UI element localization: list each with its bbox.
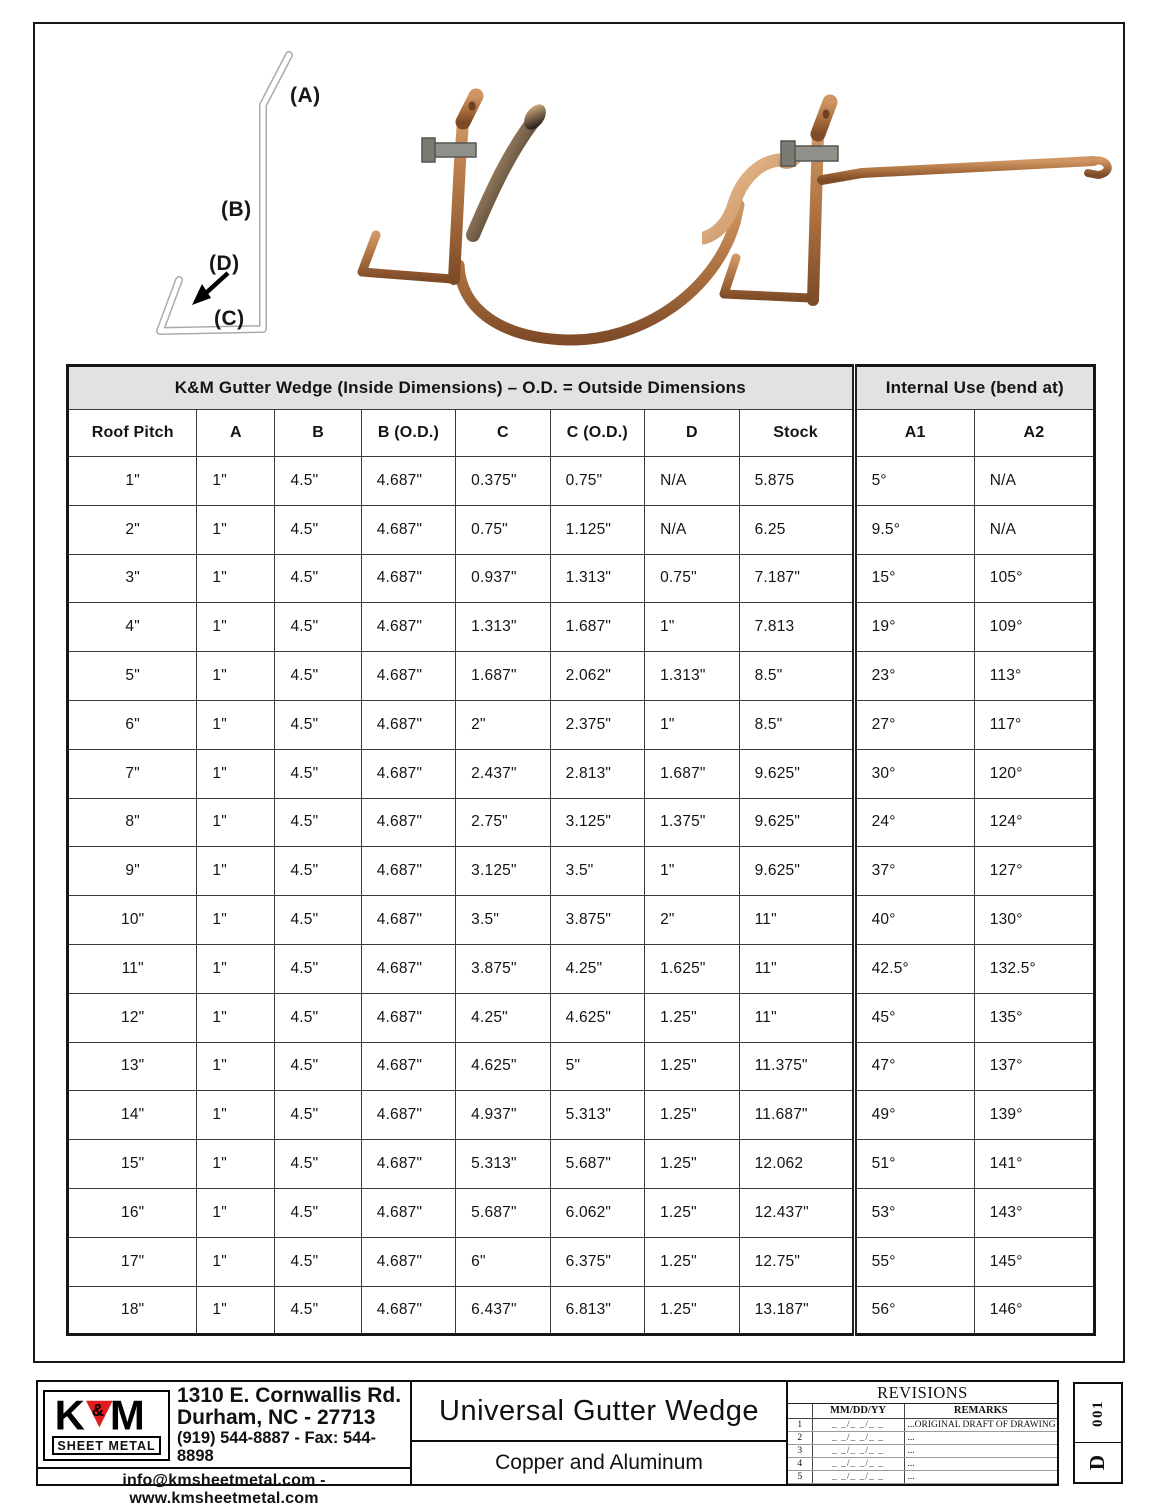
table-cell: 1.25" [645,1188,739,1237]
table-cell: 5.313" [550,1091,644,1140]
table-cell: 9.625" [739,798,854,847]
revisions-body [788,1418,1057,1484]
table-row [68,896,1095,945]
table-cell: 4.5" [275,652,361,701]
table-cell: 4.5" [275,798,361,847]
company-address [177,1385,406,1465]
drawing-title: Universal Gutter Wedge [412,1382,786,1442]
table-cell: 4.687" [361,457,455,506]
table-cell: 0.75" [645,554,739,603]
table-cell: 2" [68,505,197,554]
table-cell: 27° [854,700,974,749]
table-cell: 1.625" [645,944,739,993]
table-row [68,457,1095,506]
table-cell: 2.437" [456,749,550,798]
title-block-company-section [38,1382,412,1508]
table-cell: 4.687" [361,847,455,896]
table-cell: 12.75" [739,1237,854,1286]
table-cell: 0.75" [550,457,644,506]
table-cell: 1" [197,847,275,896]
table-cell: 1" [197,652,275,701]
revision-row [788,1431,1057,1444]
table-cell: 4.687" [361,896,455,945]
table-cell: 11" [739,993,854,1042]
table-cell: 1.25" [645,1286,739,1335]
table-cell: 4.5" [275,1091,361,1140]
table-cell: 4.5" [275,896,361,945]
column-header: A2 [974,410,1094,457]
table-cell: 51° [854,1140,974,1189]
table-cell: 130° [974,896,1094,945]
table-cell: 4.25" [456,993,550,1042]
table-cell: 1" [645,603,739,652]
table-cell: 3.5" [550,847,644,896]
revisions-num-header [788,1404,812,1418]
table-cell: 0.375" [456,457,550,506]
table-cell: 11.687" [739,1091,854,1140]
table-cell: 127° [974,847,1094,896]
table-cell: 4.937" [456,1091,550,1140]
table-cell: 17" [68,1237,197,1286]
revisions-title: REVISIONS [788,1382,1057,1404]
table-cell: 113° [974,652,1094,701]
table-cell: 4.687" [361,1091,455,1140]
table-cell: 2.75" [456,798,550,847]
table-cell: 11" [68,944,197,993]
table-cell: 2.062" [550,652,644,701]
table-cell: 4.687" [361,1188,455,1237]
table-cell: 4.687" [361,1237,455,1286]
column-header: D [645,410,739,457]
table-cell: N/A [974,457,1094,506]
table-cell: 13" [68,1042,197,1091]
logo-sheet-metal-label: SHEET METAL [52,1436,160,1456]
table-cell: 5.687" [456,1188,550,1237]
logo-ampersand: & [91,1399,104,1420]
table-cell: 5.313" [456,1140,550,1189]
column-header: B [275,410,361,457]
table-row [68,1286,1095,1335]
column-header: Stock [739,410,854,457]
revision-row [788,1444,1057,1457]
table-cell: N/A [974,505,1094,554]
wedge-foot [362,235,452,279]
table-cell: 4.5" [275,1042,361,1091]
table-cell: 11" [739,944,854,993]
title-block [36,1380,1059,1508]
table-cell: 18" [68,1286,197,1335]
table-cell: 6" [456,1237,550,1286]
table-cell: 4.687" [361,1140,455,1189]
rev-num: 5 [788,1470,812,1483]
phone-fax-line: (919) 544-8887 - Fax: 544-8898 [177,1428,377,1465]
table-cell: 3.875" [456,944,550,993]
table-cell: 124° [974,798,1094,847]
table-cell: 9" [68,847,197,896]
address-line-1: 1310 E. Cornwallis Rd. [177,1384,402,1407]
table-cell: 7.813 [739,603,854,652]
table-cell: 37° [854,847,974,896]
table-cell: 53° [854,1188,974,1237]
table-cell: 1" [197,505,275,554]
column-header: C [456,410,550,457]
table-cell: 4.687" [361,944,455,993]
table-cell: 1" [197,1140,275,1189]
drawing-frame [33,22,1125,1363]
table-cell: 4.5" [275,847,361,896]
table-cell: 4.687" [361,993,455,1042]
spade-strap [704,160,786,238]
table-cell: 3.875" [550,896,644,945]
table-cell: 4.5" [275,1286,361,1335]
table-cell: 120° [974,749,1094,798]
table-cell: 4.687" [361,798,455,847]
table-cell: 1" [197,1091,275,1140]
table-cell: N/A [645,505,739,554]
rev-remarks: ... [904,1470,1057,1483]
rev-remarks: ... [904,1444,1057,1457]
table-cell: 6.813" [550,1286,644,1335]
main-dimensions-header: K&M Gutter Wedge (Inside Dimensions) – O.D. = Outside Dimensions [68,366,855,410]
table-cell: 9.625" [739,749,854,798]
table-cell: 5" [550,1042,644,1091]
table-cell: 1" [197,1042,275,1091]
table-cell: 5" [68,652,197,701]
table-row [68,700,1095,749]
table-cell: 2.375" [550,700,644,749]
column-header: B (O.D.) [361,410,455,457]
column-header: A [197,410,275,457]
table-cell: 6" [68,700,197,749]
table-cell: 4.5" [275,554,361,603]
table-group-header-row [68,366,1095,410]
table-row [68,1237,1095,1286]
table-cell: 0.937" [456,554,550,603]
table-cell: 4.5" [275,603,361,652]
table-cell: 4.5" [275,993,361,1042]
table-cell: 4.5" [275,505,361,554]
table-cell: 6.375" [550,1237,644,1286]
table-cell: 13.187" [739,1286,854,1335]
rev-remarks: ... [904,1457,1057,1470]
title-block-title-section [412,1382,788,1484]
table-cell: 4.687" [361,554,455,603]
table-cell: 4.5" [275,1140,361,1189]
table-cell: 1" [197,993,275,1042]
rev-date: _ _/_ _/_ _ [812,1444,904,1457]
table-cell: 1" [197,554,275,603]
table-cell: 1" [197,798,275,847]
wedge-foot [724,258,810,298]
table-cell: 1.125" [550,505,644,554]
table-cell: 1" [197,749,275,798]
spade-strap [473,123,532,235]
revision-row [788,1418,1057,1431]
table-cell: 1" [197,944,275,993]
table-cell: 1" [197,457,275,506]
table-cell: 45° [854,993,974,1042]
table-cell: N/A [645,457,739,506]
table-cell: 132.5° [974,944,1094,993]
sheet-id-box [1073,1382,1123,1484]
table-row [68,1140,1095,1189]
table-cell: 4.625" [456,1042,550,1091]
table-row [68,798,1095,847]
address-line-2: Durham, NC - 27713 [177,1406,376,1430]
table-cell: 4.687" [361,1042,455,1091]
table-cell: 3.125" [550,798,644,847]
table-cell: 15° [854,554,974,603]
rev-num: 1 [788,1418,812,1431]
svg-text:K: K [54,1394,85,1435]
table-cell: 1.313" [550,554,644,603]
revisions-table [788,1404,1057,1484]
sheet-size-cell [1075,1443,1121,1482]
table-cell: 49° [854,1091,974,1140]
table-cell: 1" [197,1237,275,1286]
table-cell: 4.5" [275,749,361,798]
table-row [68,603,1095,652]
rev-num: 4 [788,1457,812,1470]
rev-date: _ _/_ _/_ _ [812,1431,904,1444]
table-cell: 4.687" [361,603,455,652]
table-cell: 4.687" [361,505,455,554]
table-cell: 9.625" [739,847,854,896]
table-row [68,505,1095,554]
table-cell: 105° [974,554,1094,603]
revisions-date-header: MM/DD/YY [812,1404,904,1418]
revisions-section [788,1382,1057,1484]
table-cell: 4.5" [275,1237,361,1286]
table-cell: 143° [974,1188,1094,1237]
table-cell: 1.25" [645,1091,739,1140]
table-cell: 1" [645,847,739,896]
table-cell: 12.062 [739,1140,854,1189]
table-row [68,749,1095,798]
table-cell: 6.062" [550,1188,644,1237]
table-cell: 0.75" [456,505,550,554]
profile-label-b: (B) [221,198,252,221]
table-cell: 117° [974,700,1094,749]
table-cell: 4.5" [275,457,361,506]
rev-num: 3 [788,1444,812,1457]
dim-table-body [68,457,1095,1335]
table-cell: 7" [68,749,197,798]
table-cell: 11.375" [739,1042,854,1091]
rev-date: _ _/_ _/_ _ [812,1470,904,1483]
table-cell: 4" [68,603,197,652]
table-cell: 4.687" [361,1286,455,1335]
table-cell: 12.437" [739,1188,854,1237]
table-cell: 24° [854,798,974,847]
table-cell: 55° [854,1237,974,1286]
table-row [68,847,1095,896]
table-cell: 1.375" [645,798,739,847]
table-cell: 4.25" [550,944,644,993]
table-cell: 8.5" [739,700,854,749]
revisions-header-row [788,1404,1057,1418]
column-header: Roof Pitch [68,410,197,457]
table-cell: 146° [974,1286,1094,1335]
table-cell: 7.187" [739,554,854,603]
table-cell: 23° [854,652,974,701]
table-cell: 2" [645,896,739,945]
column-header: C (O.D.) [550,410,644,457]
revision-row [788,1470,1057,1483]
table-cell: 1.687" [456,652,550,701]
bar-hook [1088,160,1108,175]
mount-hole [468,101,475,111]
km-sheet-metal-logo [43,1390,170,1461]
dim-table-colheads [68,410,1095,457]
rev-date: _ _/_ _/_ _ [812,1418,904,1431]
table-cell: 4.687" [361,749,455,798]
table-cell: 145° [974,1237,1094,1286]
revisions-remarks-header: REMARKS [904,1404,1057,1418]
internal-use-header: Internal Use (bend at) [854,366,1094,410]
table-cell: 8.5" [739,652,854,701]
table-cell: 3" [68,554,197,603]
table-cell: 5.875 [739,457,854,506]
table-cell: 56° [854,1286,974,1335]
km-logo-mark [52,1395,162,1435]
table-cell: 8" [68,798,197,847]
table-cell: 1.25" [645,1042,739,1091]
bend-d-arrow [192,273,228,305]
rev-remarks: ...ORIGINAL DRAFT OF DRAWING [904,1418,1057,1431]
table-row [68,993,1095,1042]
mount-hole [823,109,830,118]
table-cell: 1" [68,457,197,506]
table-cell: 40° [854,896,974,945]
sheet-number-cell [1075,1384,1121,1443]
dimensions-table [66,364,1096,1336]
table-cell: 19° [854,603,974,652]
table-cell: 15" [68,1140,197,1189]
table-row [68,1091,1095,1140]
product-photo-fascia-bracket [702,62,1127,352]
svg-text:M: M [109,1394,145,1435]
table-cell: 1.313" [645,652,739,701]
table-row [68,944,1095,993]
table-cell: 12" [68,993,197,1042]
table-cell: 1.313" [456,603,550,652]
drawing-subtitle: Copper and Aluminum [495,1451,703,1475]
table-cell: 4.687" [361,652,455,701]
table-cell: 2" [456,700,550,749]
table-row [68,554,1095,603]
table-cell: 1.25" [645,1140,739,1189]
table-cell: 1" [197,603,275,652]
table-cell: 42.5° [854,944,974,993]
table-cell: 135° [974,993,1094,1042]
rev-num: 2 [788,1431,812,1444]
table-cell: 10" [68,896,197,945]
table-cell: 1" [197,1188,275,1237]
table-cell: 1.687" [645,749,739,798]
table-cell: 139° [974,1091,1094,1140]
profile-label-a: (A) [290,84,321,107]
column-header: A1 [854,410,974,457]
table-cell: 1" [645,700,739,749]
table-cell: 1.25" [645,993,739,1042]
table-cell: 1" [197,700,275,749]
table-cell: 16" [68,1188,197,1237]
rev-remarks: ... [904,1431,1057,1444]
table-cell: 4.5" [275,944,361,993]
table-cell: 5° [854,457,974,506]
table-cell: 137° [974,1042,1094,1091]
profile-label-d: (D) [209,252,240,275]
table-cell: 1" [197,896,275,945]
table-row [68,652,1095,701]
table-cell: 9.5° [854,505,974,554]
table-cell: 1.687" [550,603,644,652]
half-round-strap [459,205,739,340]
table-cell: 109° [974,603,1094,652]
table-cell: 3.5" [456,896,550,945]
rev-date: _ _/_ _/_ _ [812,1457,904,1470]
table-cell: 47° [854,1042,974,1091]
table-cell: 4.625" [550,993,644,1042]
bolt [422,138,476,162]
table-cell: 14" [68,1091,197,1140]
mount-tab [818,102,830,134]
email-website-line: info@kmsheetmetal.com - www.kmsheetmetal.com [38,1467,410,1512]
table-cell: 1.25" [645,1237,739,1286]
table-cell: 6.25 [739,505,854,554]
table-cell: 141° [974,1140,1094,1189]
table-row [68,1188,1095,1237]
bolt [781,141,838,166]
table-cell: 3.125" [456,847,550,896]
table-cell: 6.437" [456,1286,550,1335]
sheet-number: 001 [1089,1399,1106,1427]
table-cell: 5.687" [550,1140,644,1189]
table-cell: 2.813" [550,749,644,798]
sheet-size-letter: D [1085,1455,1110,1471]
table-cell: 4.5" [275,700,361,749]
table-cell: 30° [854,749,974,798]
table-cell: 4.687" [361,700,455,749]
table-cell: 11" [739,896,854,945]
table-row [68,1042,1095,1091]
table-cell: 4.5" [275,1188,361,1237]
revision-row [788,1457,1057,1470]
horizontal-bar [822,161,1094,180]
profile-label-c: (C) [214,307,245,330]
table-cell: 1" [197,1286,275,1335]
